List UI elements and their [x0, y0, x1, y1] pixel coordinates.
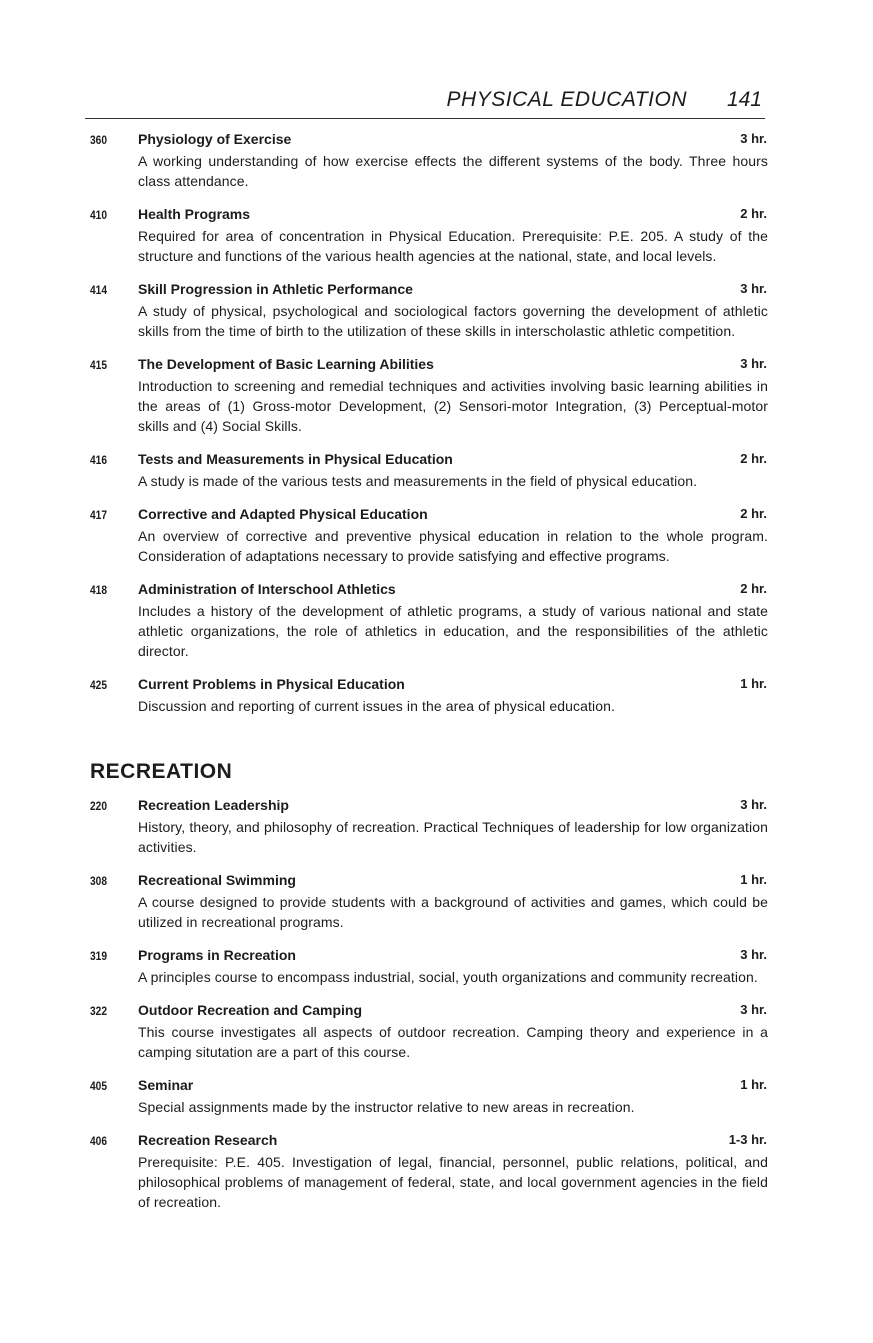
course-hours: 1 hr.: [740, 872, 767, 887]
course-hours: 3 hr.: [740, 1002, 767, 1017]
course-hours: 1-3 hr.: [728, 1132, 767, 1147]
course-description: Required for area of concentration in Physical Education. Prerequisite: P.E. 205. A study of the structure and functions of the various health agencies at the national, state, and local levels.: [138, 228, 768, 264]
course-number: 405: [90, 1079, 108, 1093]
course-hours: 1 hr.: [740, 676, 767, 691]
course-number: 322: [90, 1004, 108, 1018]
course-title: Outdoor Recreation and Camping: [138, 1002, 363, 1018]
course-title: Programs in Recreation: [138, 947, 296, 963]
course-number: 414: [90, 283, 108, 297]
course-title: Tests and Measurements in Physical Education: [138, 451, 453, 467]
course-number: 425: [90, 678, 108, 692]
course-entry: [0, 1132, 873, 1212]
course-description: History, theory, and philosophy of recreation. Practical Techniques of leadership for low organization activities.: [138, 819, 768, 855]
course-title: Skill Progression in Athletic Performance: [138, 281, 413, 297]
course-entry: [0, 506, 873, 566]
course-number: 417: [90, 508, 108, 522]
course-number: 308: [90, 874, 108, 888]
course-entry: [0, 1002, 873, 1062]
course-entry: [0, 131, 873, 191]
course-hours: 2 hr.: [740, 581, 767, 596]
course-number: 220: [90, 799, 108, 813]
pe-course-list: [0, 131, 873, 731]
course-entry: [0, 872, 873, 932]
course-number: 418: [90, 583, 108, 597]
course-description: A study is made of the various tests and measurements in the field of physical education.: [138, 473, 698, 489]
course-entry: [0, 581, 873, 661]
course-description: This course investigates all aspects of outdoor recreation. Camping theory and experience in a camping situtation are a part of this course.: [138, 1024, 768, 1060]
header-title: PHYSICAL EDUCATION: [446, 88, 687, 111]
course-title: Recreation Leadership: [138, 797, 289, 813]
course-number: 415: [90, 358, 108, 372]
course-description: A working understanding of how exercise effects the different systems of the body. Three hours class attendance.: [138, 153, 768, 189]
course-entry: [0, 676, 873, 716]
course-title: Recreation Research: [138, 1132, 278, 1148]
course-title: Administration of Interschool Athletics: [138, 581, 396, 597]
course-hours: 3 hr.: [740, 356, 767, 371]
course-hours: 3 hr.: [740, 797, 767, 812]
course-hours: 2 hr.: [740, 451, 767, 466]
course-hours: 2 hr.: [740, 506, 767, 521]
course-description: Prerequisite: P.E. 405. Investigation of legal, financial, personnel, public relations, political, and philosophical problems of management of federal, state, and local government agencies in the field of recreation.: [138, 1154, 768, 1210]
course-description: A principles course to encompass industrial, social, youth organizations and community recreation.: [138, 969, 758, 985]
course-title: The Development of Basic Learning Abilities: [138, 356, 434, 372]
course-number: 410: [90, 208, 108, 222]
course-number: 319: [90, 949, 108, 963]
course-entry: [0, 451, 873, 491]
course-entry: [0, 797, 873, 857]
course-title: Physiology of Exercise: [138, 131, 292, 147]
course-description: Introduction to screening and remedial techniques and activities involving basic learning abilities in the areas of (1) Gross-motor Development, (2) Sensori-motor Integration, (3) Perceptual-motor skills and (4) Social Skills.: [138, 378, 768, 434]
section-heading-recreation: RECREATION: [90, 760, 233, 783]
page-header: [85, 88, 765, 119]
course-entry: [0, 947, 873, 987]
course-hours: 1 hr.: [740, 1077, 767, 1092]
course-hours: 3 hr.: [740, 131, 767, 146]
course-description: An overview of corrective and preventive physical education in relation to the whole program. Consideration of adaptations necessary to provide satisfying and effective programs.: [138, 528, 768, 564]
course-hours: 2 hr.: [740, 206, 767, 221]
course-description: Discussion and reporting of current issues in the area of physical education.: [138, 698, 615, 714]
course-entry: [0, 356, 873, 436]
course-entry: [0, 1077, 873, 1117]
course-entry: [0, 281, 873, 341]
course-description: Includes a history of the development of athletic programs, a study of various national and state athletic organizations, the role of athletics in education, and the responsibilities of the athletic director.: [138, 603, 768, 659]
course-number: 406: [90, 1134, 108, 1148]
course-description: Special assignments made by the instructor relative to new areas in recreation.: [138, 1099, 635, 1115]
recreation-course-list: [0, 797, 873, 1227]
course-hours: 3 hr.: [740, 947, 767, 962]
course-title: Current Problems in Physical Education: [138, 676, 405, 692]
course-hours: 3 hr.: [740, 281, 767, 296]
course-title: Health Programs: [138, 206, 251, 222]
page-number: 141: [726, 88, 762, 111]
course-title: Recreational Swimming: [138, 872, 296, 888]
course-entry: [0, 206, 873, 266]
course-number: 416: [90, 453, 108, 467]
course-title: Corrective and Adapted Physical Education: [138, 506, 428, 522]
course-description: A study of physical, psychological and sociological factors governing the development of athletic skills from the time of birth to the utilization of these skills in interscholastic athletic competition.: [138, 303, 768, 339]
course-description: A course designed to provide students with a background of activities and games, which could be utilized in recreational programs.: [138, 894, 768, 930]
course-title: Seminar: [138, 1077, 194, 1093]
course-number: 360: [90, 133, 108, 147]
